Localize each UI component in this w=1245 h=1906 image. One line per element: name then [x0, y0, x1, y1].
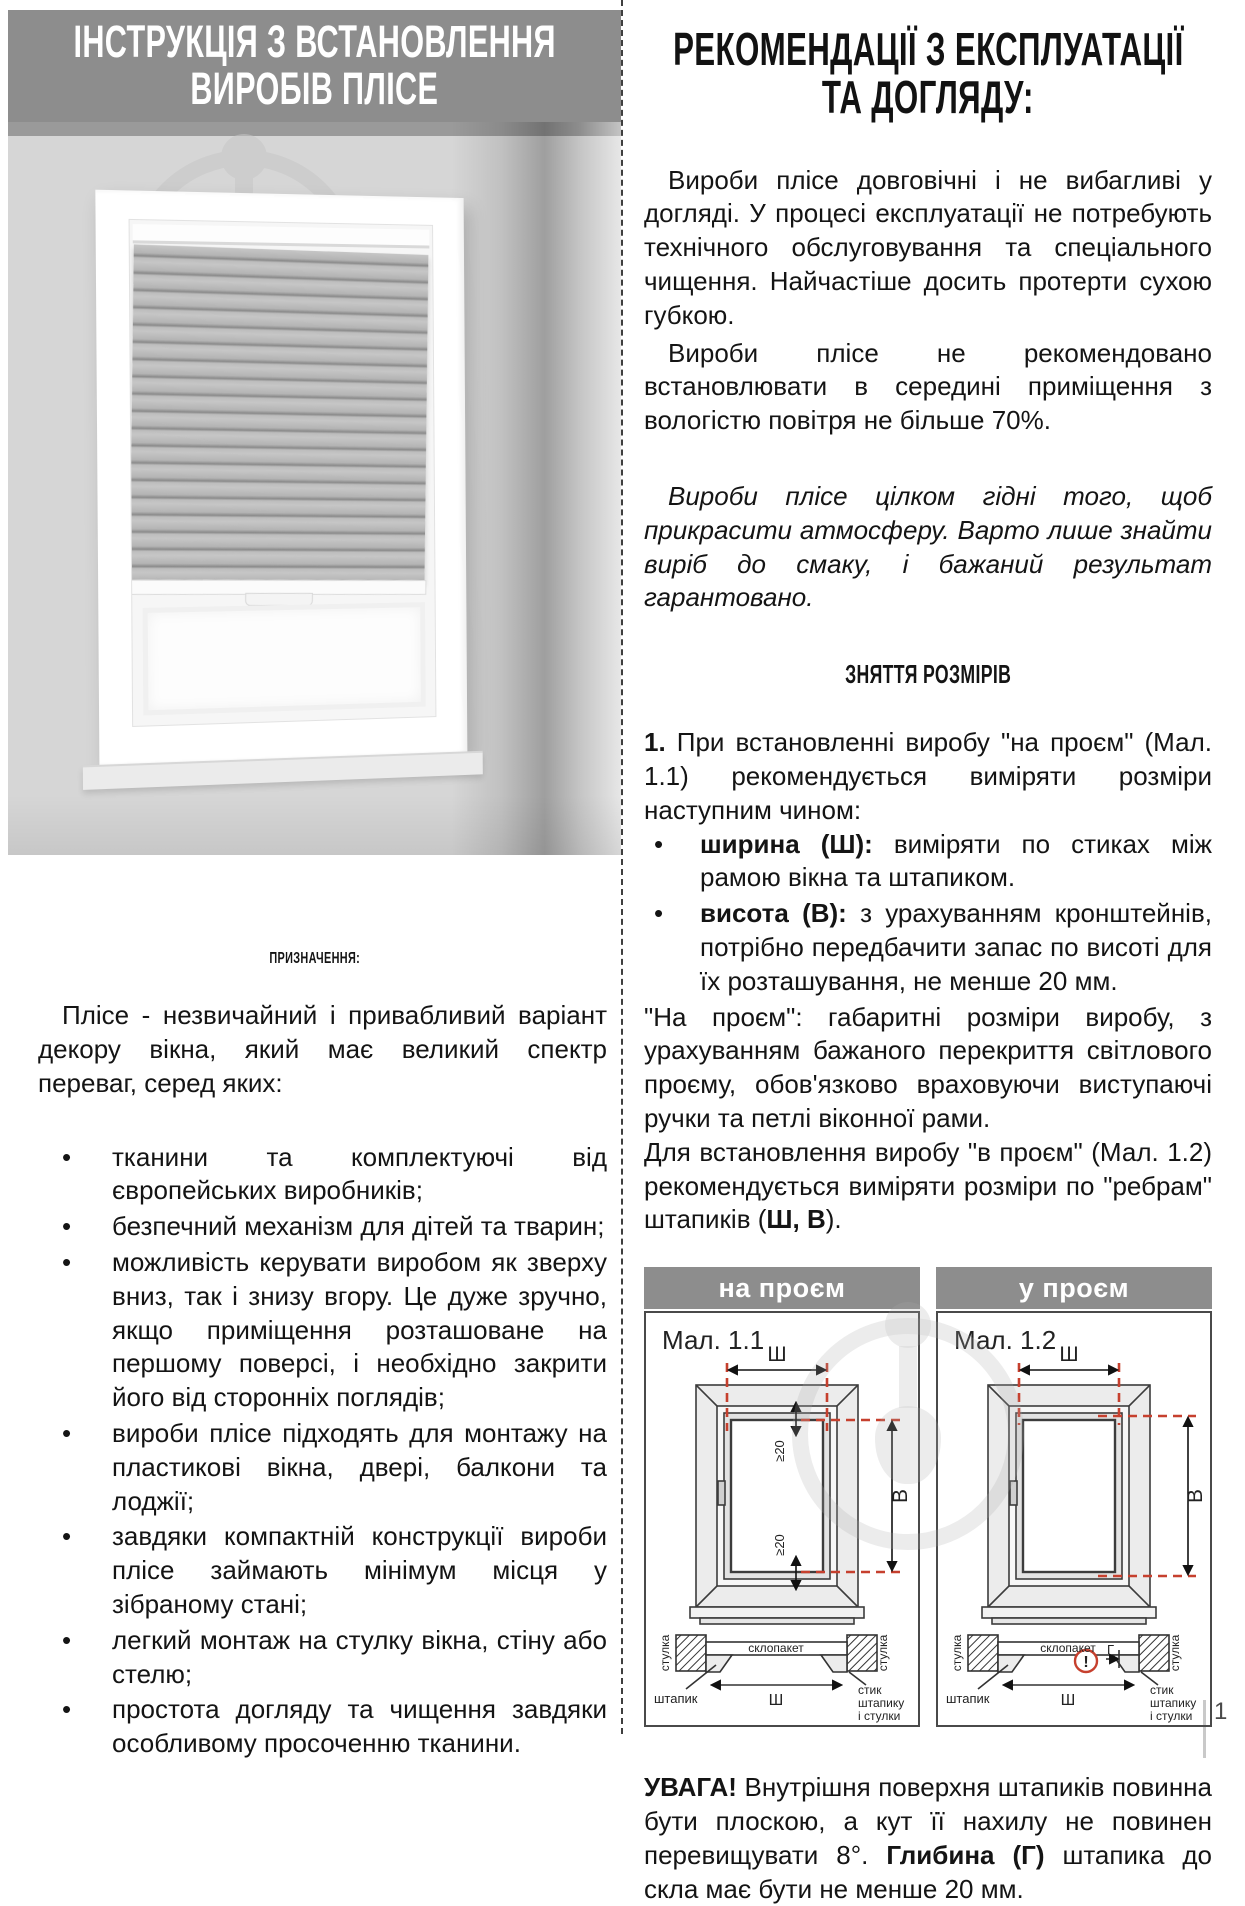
purpose-bullet-list — [8, 1141, 621, 1763]
section-width-label: Ш — [768, 1692, 784, 1710]
left-title-line1: ІНСТРУКЦІЯ З ВСТАНОВЛЕННЯ — [73, 16, 556, 68]
v-proem-paragraph: Для встановлення виробу "в проєм" (Мал. 1.2) рекомендується виміряти розміри по "ребрам" штапиків (Ш, В). — [644, 1136, 1212, 1235]
glazing-label: склопакет — [748, 1641, 804, 1656]
window-glass — [143, 602, 426, 715]
measuring-step-1: 1. При встановленні виробу "на проєм" (Мал. 1.1) рекомендується виміряти розміри наступним чином: — [644, 727, 1212, 825]
list-item: • легкий монтаж на стулку вікна, стіну або стелю; — [8, 1624, 621, 1694]
window-frame — [95, 190, 467, 767]
left-column — [8, 10, 621, 1763]
list-item: • безпечний механізм для дітей та тварин; — [8, 1210, 621, 1246]
care-paragraph-1: Вироби плісе довговічні і не вибагливі у догляді. У процесі експлуатації не потребують технічного обслуговування та спеціального чищення. Найчастіше досить протерти сухою губкою. — [644, 164, 1212, 330]
joint-label-1: стик — [858, 1683, 882, 1698]
list-item: • простота догляду та чищення завдяки особливому просоченню тканини. — [8, 1693, 621, 1763]
warning-bang: ! — [1083, 1654, 1089, 1672]
product-photo — [8, 122, 621, 855]
depth-label: Г — [1107, 1642, 1115, 1658]
list-item: • завдяки компактній конструкції вироби плісе займають мінімум місця у зібраному стані; — [8, 1520, 621, 1623]
figure-header: на проєм — [644, 1267, 920, 1309]
gte20-label-top: ≥20 — [772, 1440, 787, 1463]
care-paragraph-3: Вироби плісе цілком гідні того, щоб прикрасити атмосферу. Варто лише знайти виріб до смаку, і бажаний результат гарантовано. — [644, 481, 1212, 613]
width-dim-label: Ш — [767, 1343, 787, 1367]
blind-bottom-rail — [129, 580, 427, 595]
bead-label: штапик — [654, 1691, 698, 1707]
warning-paragraph: УВАГА! Внутрішня поверхня штапиків повинна бути плоскою, а кут її нахилу не повинен перевищувати 8°. Глибина (Г) штапика до скла має бути не менше 20 мм. — [644, 1772, 1212, 1904]
page-number: 1 — [1214, 1698, 1228, 1725]
list-item: • можливість керувати виробом як зверху вниз, так і знизу вгору. Це дуже зручно, якщо приміщення розташоване на першому поверсі, і необхідно закрити його від сторонніх поглядів; — [8, 1246, 621, 1417]
left-title-line2: ВИРОБІВ ПЛІСЕ — [190, 63, 439, 114]
gte20-label-bottom: ≥20 — [772, 1534, 787, 1557]
figure-u-proem — [936, 1267, 1212, 1727]
figure-na-proem — [644, 1267, 920, 1727]
height-dim-label: В — [1184, 1489, 1207, 1504]
figure-caption: Мал. 1.1 — [662, 1325, 765, 1356]
joint-label-2: штапику — [1150, 1696, 1197, 1711]
measuring-bullet-list — [644, 828, 1212, 1001]
measuring-heading: ЗНЯТТЯ РОЗМІРІВ — [844, 659, 1012, 690]
sash-label-left: стулка — [950, 1634, 964, 1672]
bead-label: штапик — [946, 1691, 990, 1707]
sash-label-left: стулка — [658, 1634, 672, 1672]
joint-label-2: штапику — [858, 1696, 905, 1711]
window-diagram — [982, 1385, 1156, 1624]
right-column — [644, 23, 1212, 1906]
list-item: • тканини та комплектуючі від європейських виробників; — [8, 1141, 621, 1211]
purpose-heading: ПРИЗНАЧЕННЯ: — [269, 950, 360, 967]
left-title-banner — [8, 10, 621, 122]
height-dim-label: В — [889, 1489, 912, 1504]
blind-headrail — [133, 224, 430, 248]
window-opening — [129, 219, 437, 727]
window-sill — [83, 751, 483, 790]
figure-header: у проєм — [936, 1267, 1212, 1309]
care-heading: РЕКОМЕНДАЦІЇ З ЕКСПЛУАТАЦІЇ ТА ДОГЛЯДУ: — [672, 23, 1184, 123]
figure-1-2-diagram — [938, 1313, 1210, 1725]
joint-label-3: і стулки — [1150, 1709, 1193, 1724]
purpose-intro: Плісе - незвичайний і привабливий варіант декору вікна, який має великий спектр переваг, серед яких: — [38, 999, 607, 1099]
width-dim-label: Ш — [1059, 1343, 1079, 1367]
na-proem-paragraph: "На проєм": габаритні розміри виробу, з урахуванням бажаного перекриття світлового проєму, обов'язково враховуючи виступаючі ручки та петлі віконної рами. — [644, 1001, 1212, 1134]
wall-corner-shadow — [451, 122, 621, 855]
list-item: • висота (В): з урахуванням кронштейнів, потрібно передбачити запас по висоті для їх розташування, не менше 20 мм. — [644, 897, 1212, 1000]
care-paragraph-2: Вироби плісе не рекомендовано встановлювати в середині приміщення з вологістю повітря не більше 70%. — [644, 337, 1212, 436]
figures-row — [644, 1267, 1212, 1727]
joint-label-1: стик — [1150, 1683, 1174, 1698]
list-item: • вироби плісе підходять для монтажу на пластикові вікна, двері, балкони та лоджії; — [8, 1417, 621, 1520]
glazing-label: склопакет — [1040, 1641, 1096, 1656]
sash-label-right: стулка — [1168, 1634, 1182, 1672]
section-width-label: Ш — [1060, 1692, 1076, 1710]
figure-1-1-diagram — [646, 1313, 918, 1725]
joint-label-3: і стулки — [858, 1709, 901, 1724]
column-divider — [621, 0, 623, 1734]
sash-label-right: стулка — [876, 1634, 890, 1672]
floor-shadow — [8, 795, 621, 855]
list-item: • ширина (Ш): виміряти по стиках між рамою вікна та штапиком. — [644, 828, 1212, 898]
figure-caption: Мал. 1.2 — [954, 1325, 1057, 1356]
blind-pleats — [130, 244, 429, 582]
pleated-blind — [130, 244, 429, 582]
